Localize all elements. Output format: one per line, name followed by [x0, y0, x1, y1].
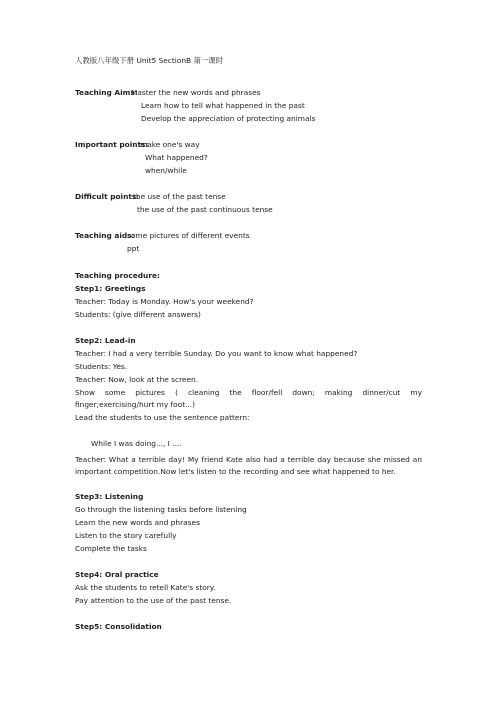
step2-heading: Step2: Lead-in	[75, 336, 136, 345]
step2-show-pictures: Show some pictures ( cleaning the floor/fell down; making dinner/cut my finger;exercising/hurt my foot...)	[75, 388, 422, 409]
step4-line: Pay attention to the use of the past tense.	[75, 596, 232, 605]
step4-line: Ask the students to retell Kate's story.	[75, 583, 216, 592]
teaching-aids-label: Teaching aids:	[75, 231, 135, 240]
teaching-aim-item: Learn how to tell what happened in the past	[141, 101, 305, 110]
step3-line: Learn the new words and phrases	[75, 518, 200, 527]
procedure-heading: Teaching procedure:	[75, 271, 160, 280]
sentence-pattern: While I was doing..., I ....	[91, 439, 182, 448]
step3-line: Listen to the story carefully	[75, 531, 177, 540]
step3-heading: Step3: Listening	[75, 492, 144, 501]
important-point-item: when/while	[145, 166, 187, 175]
important-point-item: make one's way	[140, 140, 200, 149]
important-points-label: Important points:	[75, 140, 149, 149]
teaching-aid-item: ppt	[127, 244, 140, 253]
teaching-aim-item: Master the new words and phrases	[131, 88, 261, 97]
step3-line: Complete the tasks	[75, 544, 147, 553]
step4-heading: Step4: Oral practice	[75, 570, 159, 579]
step2-line: Teacher: Now, look at the screen.	[75, 375, 199, 384]
teaching-aims-label: Teaching Aims:	[75, 88, 138, 97]
step1-heading: Step1: Greetings	[75, 284, 146, 293]
step3-line: Go through the listening tasks before listening	[75, 505, 247, 514]
document-title: 人教版八年级下册 Unit5 SectionB 第一课时	[75, 56, 224, 65]
important-point-item: What happened?	[145, 153, 208, 162]
teaching-aid-item: some pictures of different events	[127, 231, 250, 240]
step1-line: Students: (give different answers)	[75, 310, 201, 319]
step2-line: Students: Yes.	[75, 362, 128, 371]
step2-lead-students: Lead the students to use the sentence pattern:	[75, 413, 250, 422]
step5-heading: Step5: Consolidation	[75, 622, 162, 631]
difficult-point-item: the use of the past continuous tense	[137, 205, 273, 214]
difficult-point-item: the use of the past tense	[133, 192, 226, 201]
step1-line: Teacher: Today is Monday. How's your weekend?	[75, 297, 254, 306]
teaching-aim-item: Develop the appreciation of protecting animals	[141, 114, 316, 123]
step2-line: Teacher: I had a very terrible Sunday. Do you want to know what happened?	[75, 349, 358, 358]
difficult-points-label: Difficult points:	[75, 192, 140, 201]
step2-teacher-paragraph: Teacher: What a terrible day! My friend Kate also had a terrible day because she missed an important competition.Now let's listen to the recording and see what happened to her.	[75, 455, 422, 476]
